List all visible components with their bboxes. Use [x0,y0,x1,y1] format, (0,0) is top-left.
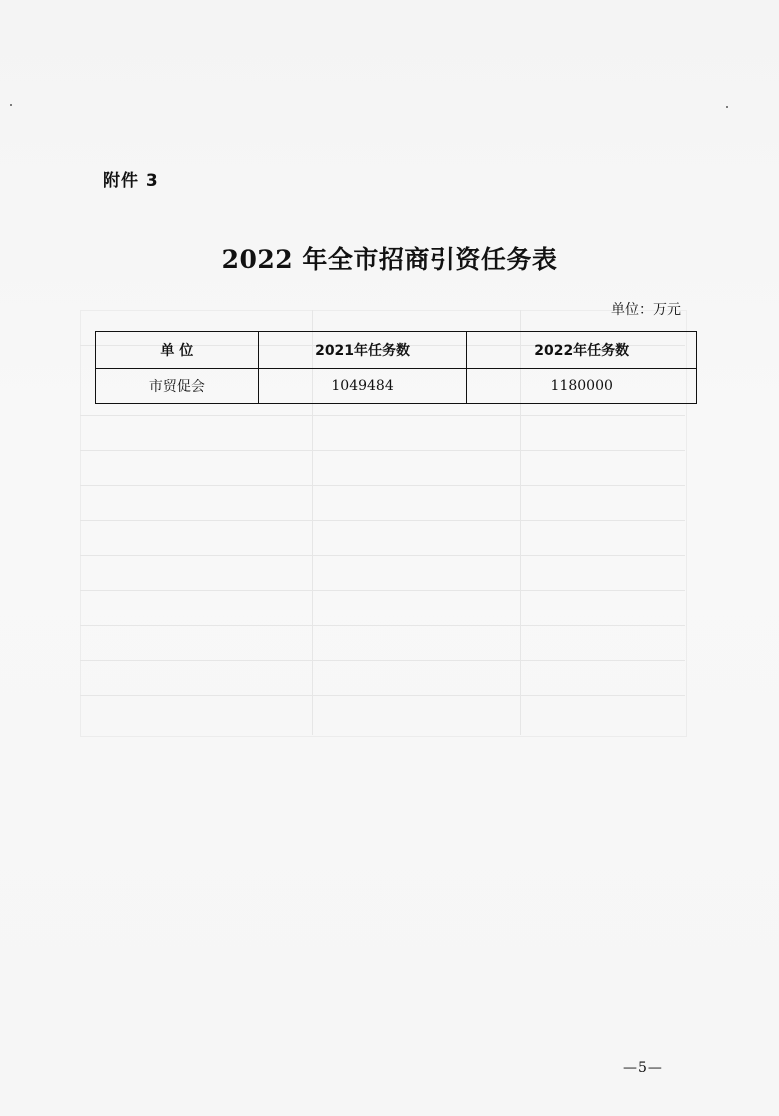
cell-2022-task: 1180000 [467,369,697,404]
bleed-through-divider [80,660,685,661]
cell-unit-name: 市贸促会 [96,369,259,404]
bleed-through-divider [80,485,685,486]
table-header-row [96,332,697,369]
bleed-through-divider [80,695,685,696]
unit-label: 单位：万元 [611,302,681,318]
page-title: 2022 年全市招商引资任务表 [221,245,558,274]
scan-speck [726,106,728,108]
scan-speck [10,104,12,106]
column-header-unit: 单 位 [96,332,259,369]
column-header-2022-task: 2022年任务数 [467,332,697,369]
table-row [96,369,697,404]
bleed-through-divider [80,590,685,591]
page-number: —5— [623,1060,663,1076]
bleed-through-divider [80,415,685,416]
bleed-through-divider [80,520,685,521]
bleed-through-divider [80,450,685,451]
bleed-through-divider [80,555,685,556]
cell-2021-task: 1049484 [258,369,467,404]
attachment-label: 附件 3 [103,171,159,191]
column-header-2021-task: 2021年任务数 [258,332,467,369]
task-table [95,331,697,404]
bleed-through-divider [80,625,685,626]
